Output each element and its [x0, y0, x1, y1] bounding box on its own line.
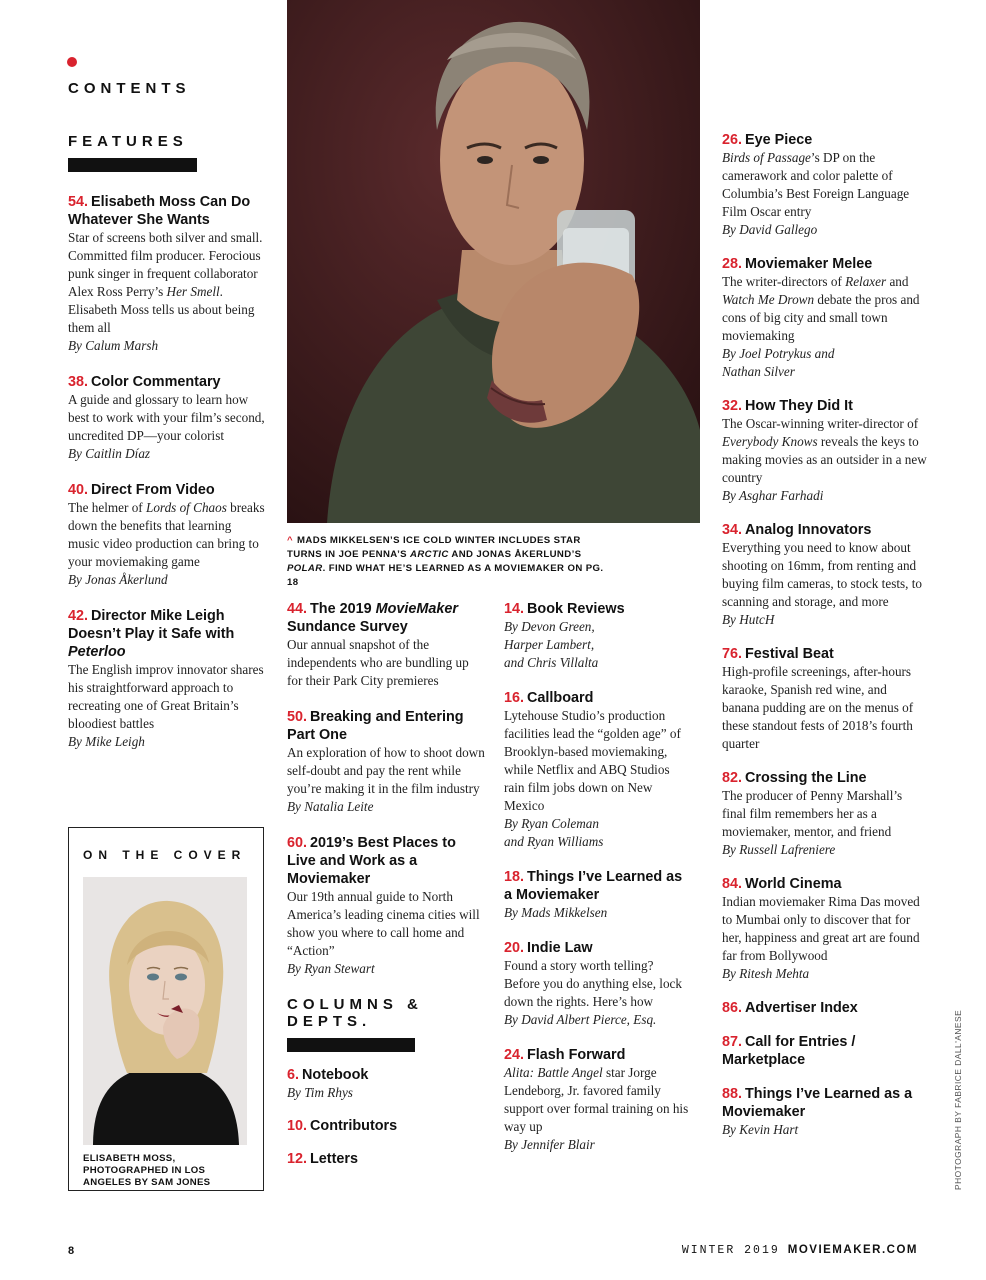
toc-entry-description: Everything you need to know about shooting on 16mm, from renting and buying film cameras, to stock tests, to scanning and storage, and more [722, 540, 922, 609]
toc-entry-title[interactable] [722, 255, 927, 273]
toc-page-number: 24. [504, 1047, 525, 1063]
toc-entry-byline: By Jonas Åkerlund [68, 572, 168, 587]
toc-title-text: Director Mike Leigh Doesn’t Play it Safe with Peterloo [68, 608, 235, 660]
middle-column-right [504, 600, 692, 1171]
toc-entry[interactable] [287, 1066, 487, 1102]
toc-entry-byline: By Ritesh Mehta [722, 966, 810, 981]
toc-title-text: Book Reviews [527, 601, 625, 617]
col4-list [722, 131, 927, 1139]
toc-entry-title[interactable] [504, 1046, 692, 1064]
toc-entry-description: The producer of Penny Marshall’s final film remembers her as a moviemaker, mentor, and friend [722, 788, 903, 839]
toc-page-number: 42. [68, 608, 89, 624]
toc-entry[interactable] [722, 131, 927, 239]
toc-entry[interactable] [504, 689, 692, 851]
features-divider-bar [68, 158, 197, 172]
toc-entry-description: Alita: Battle Angel star Jorge Lendeborg, Jr. favored family support over formal training on his way up [504, 1065, 689, 1134]
toc-entry-description: Lytehouse Studio’s production facilities lead the “golden age” of Brooklyn-based moviemaking, while Netflix and ABQ Studios rain film jobs down on New Mexico [504, 708, 681, 813]
toc-entry-title[interactable] [722, 875, 927, 893]
toc-page-number: 76. [722, 646, 743, 662]
toc-entry[interactable] [722, 999, 927, 1017]
toc-page-number: 28. [722, 256, 743, 272]
toc-title-text: Breaking and Entering Part One [287, 709, 464, 743]
toc-page-number: 6. [287, 1067, 300, 1083]
toc-title-text: Letters [310, 1151, 359, 1167]
toc-title-text: Notebook [302, 1067, 369, 1083]
toc-page-number: 20. [504, 940, 525, 956]
toc-entry-title[interactable] [722, 1085, 927, 1121]
toc-page-number: 26. [722, 132, 743, 148]
toc-entry-description: An exploration of how to shoot down self-doubt and pay the rent while you’re making it in the film industry [287, 745, 485, 796]
toc-entry[interactable] [504, 1046, 692, 1154]
cover-heading: ON THE COVER [83, 848, 247, 862]
toc-entry[interactable] [722, 645, 927, 753]
toc-entry-byline: By Russell Lafreniere [722, 842, 836, 857]
columns-depts-divider-bar [287, 1038, 415, 1052]
toc-entry-byline: By Jennifer Blair [504, 1137, 595, 1152]
toc-entry-byline: By Tim Rhys [287, 1085, 353, 1100]
toc-entry[interactable] [722, 769, 927, 859]
toc-entry[interactable] [722, 1085, 927, 1139]
toc-entry-byline: By Natalia Leite [287, 799, 374, 814]
toc-title-text: Things I’ve Learned as a Moviemaker [722, 1086, 913, 1120]
toc-entry-byline: By David Albert Pierce, Esq. [504, 1012, 657, 1027]
toc-entry-description: Birds of Passage’s DP on the camerawork and color palette of Columbia’s Best Foreign Language Film Oscar entry [722, 150, 910, 219]
toc-entry[interactable] [287, 708, 487, 816]
main-photo-caption: ^ MADS MIKKELSEN’S ICE COLD WINTER INCLUDES STAR TURNS IN JOE PENNA’S ARCTIC AND JONAS ÅKERLUND’S POLAR. FIND WHAT HE’S LEARNED AS A MOVIEMAKER ON PG. 18 [287, 535, 604, 588]
toc-page-number: 18. [504, 869, 525, 885]
toc-entry-byline: By Kevin Hart [722, 1122, 799, 1137]
toc-entry-byline: By Mike Leigh [68, 734, 145, 749]
toc-entry-byline: By Calum Marsh [68, 338, 159, 353]
toc-entry[interactable] [287, 600, 487, 690]
toc-entry-title[interactable] [287, 1066, 487, 1084]
toc-page-number: 14. [504, 601, 525, 617]
cover-caption: ELISABETH MOSS, PHOTOGRAPHED IN LOS ANGELES BY SAM JONES [83, 1153, 211, 1188]
toc-entry[interactable] [287, 834, 487, 978]
toc-entry-byline: By Ryan Coleman and Ryan Williams [504, 816, 604, 849]
toc-page-number: 60. [287, 835, 308, 851]
toc-title-text: Festival Beat [745, 646, 834, 662]
toc-entry-description: The helmer of Lords of Chaos breaks down the benefits that learning music video production can bring to your moviemaking game [68, 500, 265, 569]
toc-entry-title[interactable] [504, 939, 692, 957]
toc-page-number: 50. [287, 709, 308, 725]
right-column [722, 131, 927, 1155]
toc-entry-title[interactable] [287, 600, 487, 636]
toc-entry-description: The writer-directors of Relaxer and Watch Me Drown debate the pros and cons of big city and small town moviemaking [722, 274, 920, 343]
toc-entry-title[interactable] [722, 645, 927, 663]
toc-title-text: How They Did It [745, 398, 853, 414]
toc-entry-byline: By Caitlin Díaz [68, 446, 151, 461]
toc-entry-byline: By Ryan Stewart [287, 961, 375, 976]
toc-entry-byline: By Devon Green, Harper Lambert, and Chris Villalta [504, 619, 599, 670]
toc-entry-description: A guide and glossary to learn how best to work with your film’s second, uncredited DP—your colorist [68, 392, 265, 443]
toc-entry-description: Found a story worth telling? Before you do anything else, lock down the rights. Here’s how [504, 958, 682, 1009]
toc-entry[interactable] [504, 868, 692, 922]
toc-title-text: The 2019 MovieMaker Sundance Survey [287, 601, 459, 635]
toc-title-text: Crossing the Line [745, 770, 867, 786]
middle-column-left [287, 600, 487, 1183]
toc-entry-description: The Oscar-winning writer-director of Everybody Knows reveals the keys to making movies as an outsider in a new country [722, 416, 927, 485]
toc-page-number: 82. [722, 770, 743, 786]
page-number: 8 [68, 1245, 75, 1257]
toc-entry-byline: By HutcH [722, 612, 775, 627]
toc-entry[interactable] [722, 521, 927, 629]
toc-entry-description: Our annual snapshot of the independents who are bundling up for their Park City premieres [287, 637, 469, 688]
cover-portrait-illustration [83, 877, 247, 1145]
toc-entry-title[interactable] [722, 521, 927, 539]
features-list [68, 193, 266, 751]
features-heading: FEATURES [68, 133, 188, 150]
toc-title-text: World Cinema [745, 876, 842, 892]
toc-entry-description: Our 19th annual guide to North America’s leading cinema cities will show you where to call home and “Action” [287, 889, 480, 958]
toc-entry-title[interactable] [722, 1033, 927, 1069]
toc-entry[interactable] [68, 481, 266, 589]
toc-page-number: 44. [287, 601, 308, 617]
toc-title-text: Callboard [527, 690, 594, 706]
footer-site[interactable]: MOVIEMAKER.COM [787, 1244, 918, 1256]
toc-entry-description: Star of screens both silver and small. Committed film producer. Ferocious punk singer in frequent collaborator Alex Ross Perry’s Her Smell. Elisabeth Moss tells us about being them all [68, 230, 263, 335]
toc-entry[interactable] [504, 939, 692, 1029]
toc-entry-title[interactable] [68, 193, 266, 229]
toc-entry-byline: By David Gallego [722, 222, 818, 237]
toc-page-number: 86. [722, 1000, 743, 1016]
depts-list [287, 1066, 487, 1168]
toc-entry-description: Indian moviemaker Rima Das moved to Mumbai only to discover that for her, happiness and great art are found far from Bollywood [722, 894, 920, 963]
toc-entry-title[interactable] [722, 769, 927, 787]
red-dot-marker [67, 57, 77, 67]
toc-title-text: Elisabeth Moss Can Do Whatever She Wants [68, 194, 251, 228]
toc-entry-title[interactable] [504, 689, 692, 707]
toc-title-text: Moviemaker Melee [745, 256, 873, 272]
toc-entry[interactable] [722, 255, 927, 381]
columns-depts-heading: COLUMNS & DEPTS. [287, 996, 423, 1030]
toc-title-text: Indie Law [527, 940, 593, 956]
toc-entry[interactable] [68, 193, 266, 355]
contents-heading: CONTENTS [68, 80, 191, 97]
toc-entry[interactable] [68, 607, 266, 751]
toc-title-text: Contributors [310, 1118, 398, 1134]
toc-entry[interactable] [722, 397, 927, 505]
features-column [68, 133, 266, 769]
toc-entry-byline: By Mads Mikkelsen [504, 905, 608, 920]
toc-entry-title[interactable] [287, 1117, 487, 1135]
toc-entry-description: High-profile screenings, after-hours karaoke, Spanish red wine, and banana pudding are on the menus of these standout fests of 2018’s fourth quarter [722, 664, 914, 751]
toc-page-number: 40. [68, 482, 89, 498]
toc-page-number: 88. [722, 1086, 743, 1102]
toc-entry[interactable] [287, 1150, 487, 1168]
toc-entry[interactable] [287, 1117, 487, 1135]
toc-entry-byline: By Asghar Farhadi [722, 488, 824, 503]
toc-title-text: Flash Forward [527, 1047, 626, 1063]
toc-entry-title[interactable] [722, 397, 927, 415]
toc-title-text: Advertiser Index [745, 1000, 858, 1016]
toc-entry-title[interactable] [722, 131, 927, 149]
toc-entry-description: The English improv innovator shares his straightforward approach to recreating one of Great Britain’s bloodiest battles [68, 662, 264, 731]
toc-page-number: 10. [287, 1118, 308, 1134]
toc-title-text: Analog Innovators [745, 522, 872, 538]
toc-page-number: 87. [722, 1034, 743, 1050]
col3-list [504, 600, 692, 1154]
toc-page-number: 16. [504, 690, 525, 706]
photo-credit: PHOTOGRAPH BY FABRICE DALL'ANESE [953, 1009, 963, 1190]
toc-entry-title[interactable] [68, 373, 266, 391]
toc-entry-title[interactable] [287, 834, 487, 888]
footer-issue-site [682, 1244, 918, 1257]
col2-feature-list [287, 600, 487, 978]
main-portrait-illustration [287, 0, 700, 523]
main-photo-mads-mikkelsen[interactable] [287, 0, 700, 523]
cover-photo-elisabeth-moss[interactable] [83, 877, 247, 1145]
toc-entry-title[interactable] [287, 708, 487, 744]
toc-page-number: 32. [722, 398, 743, 414]
toc-page-number: 54. [68, 194, 89, 210]
toc-entry-byline: By Joel Potrykus and Nathan Silver [722, 346, 835, 379]
toc-page-number: 38. [68, 374, 89, 390]
toc-entry[interactable] [68, 373, 266, 463]
on-the-cover-box [68, 827, 264, 1191]
toc-entry-title[interactable] [287, 1150, 487, 1168]
toc-entry-title[interactable] [722, 999, 927, 1017]
toc-entry[interactable] [722, 875, 927, 983]
footer-issue: WINTER 2019 [681, 1244, 780, 1257]
toc-entry[interactable] [722, 1033, 927, 1069]
toc-entry-title[interactable] [68, 607, 266, 661]
toc-page-number: 12. [287, 1151, 308, 1167]
toc-title-text: Direct From Video [91, 482, 215, 498]
toc-title-text: 2019’s Best Places to Live and Work as a Moviemaker [287, 835, 456, 887]
toc-entry-title[interactable] [504, 868, 692, 904]
toc-title-text: Call for Entries / Marketplace [722, 1034, 856, 1068]
toc-title-text: Color Commentary [91, 374, 221, 390]
toc-title-text: Things I’ve Learned as a Moviemaker [504, 869, 683, 903]
toc-entry-title[interactable] [504, 600, 692, 618]
toc-entry-title[interactable] [68, 481, 266, 499]
toc-entry[interactable] [504, 600, 692, 672]
toc-page-number: 34. [722, 522, 743, 538]
toc-title-text: Eye Piece [745, 132, 813, 148]
toc-page-number: 84. [722, 876, 743, 892]
